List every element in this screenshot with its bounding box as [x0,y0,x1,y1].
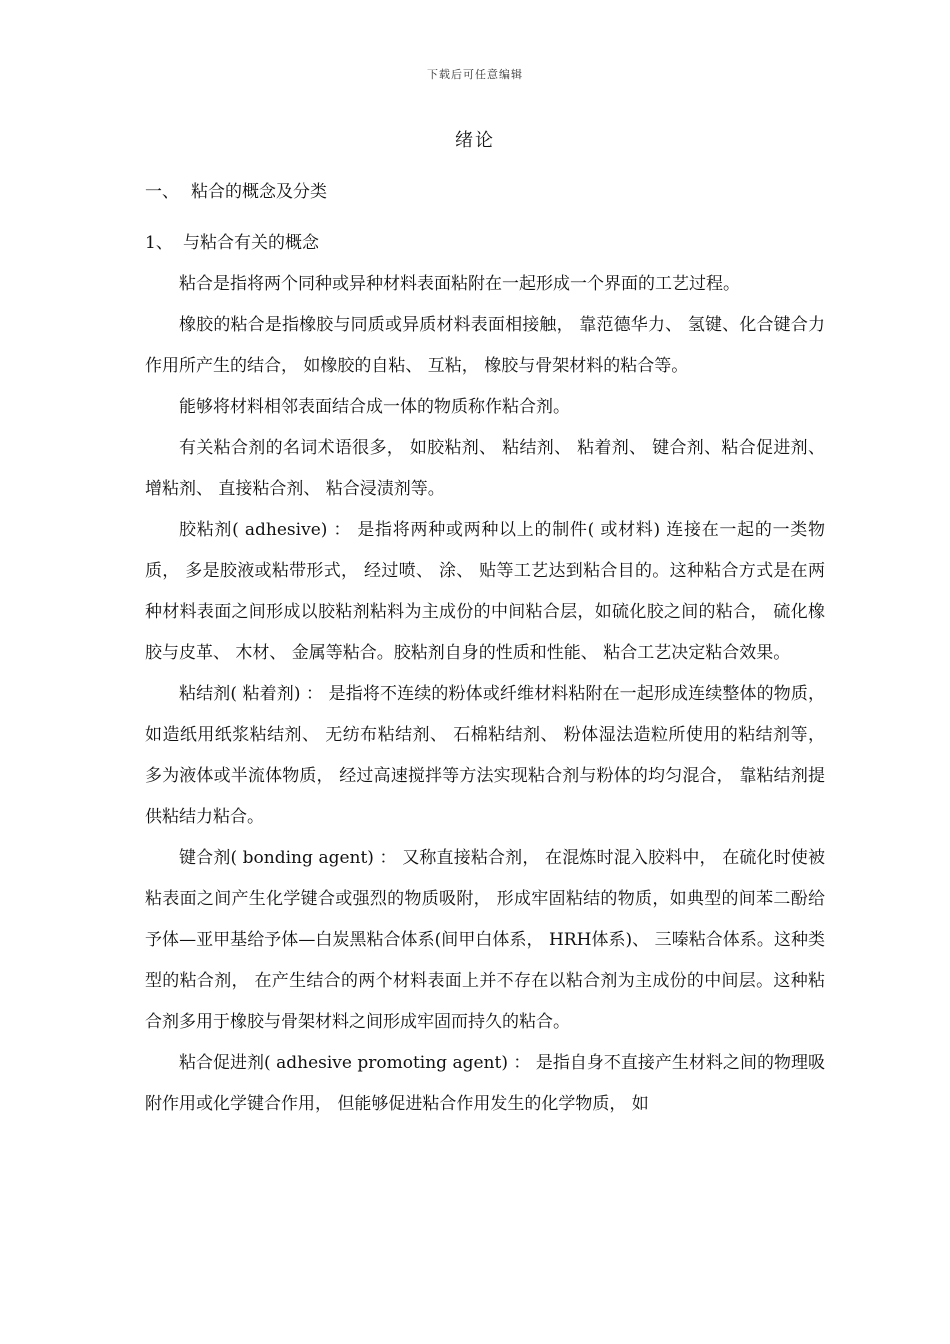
section-title: 粘合的概念及分类 [191,182,327,202]
subsection-title: 与粘合有关的概念 [183,233,319,253]
paragraph: 键合剂( bonding agent) ： 又称直接粘合剂， 在混炼时混入胶料中， 在硫化时使被粘表面之间产生化学键合或强烈的物质吸附， 形成牢固粘结的物质，如典型的间苯二酚给予体—亚甲基给予体—白炭黑粘合体系(间甲白体系， HRH体系)、 三嗪粘合体系。这种类型的粘合剂， 在产生结合的两个材料表面上并不存在以粘合剂为主成份的中间层。这种粘合剂多用于橡胶与骨架材料之间形成牢固而持久的粘合。 [145,848,825,1032]
paragraph: 有关粘合剂的名词术语很多， 如胶粘剂、 粘结剂、 粘着剂、 键合剂、粘合促进剂、 增粘剂、 直接粘合剂、 粘合浸渍剂等。 [145,438,825,499]
section-heading [145,172,825,213]
document-body [145,172,825,1125]
paragraph: 胶粘剂( adhesive) ： 是指将两种或两种以上的制件( 或材料) 连接在一起的一类物质， 多是胶液或粘带形式， 经过喷、 涂、 贴等工艺达到粘合目的。这种粘合方式是在两种材料表面之间形成以胶粘剂粘料为主成份的中间粘合层，如硫化胶之间的粘合， 硫化橡胶与皮革、 木材、 金属等粘合。胶粘剂自身的性质和性能、 粘合工艺决定粘合效果。 [145,520,825,663]
section-number: 一、 [145,182,179,202]
paragraph: 粘合促进剂( adhesive promoting agent) ： 是指自身不直接产生材料之间的物理吸附作用或化学键合作用， 但能够促进粘合作用发生的化学物质， 如 [145,1053,825,1114]
paragraph: 能够将材料相邻表面结合成一体的物质称作粘合剂。 [179,397,570,417]
document-title: 绪论 [455,130,495,151]
subsection-number: 1、 [145,233,173,253]
header-note: 下载后可任意编辑 [427,68,523,81]
paragraph: 粘合是指将两个同种或异种材料表面粘附在一起形成一个界面的工艺过程。 [179,274,740,294]
paragraph: 橡胶的粘合是指橡胶与同质或异质材料表面相接触， 靠范德华力、 氢键、化合键合力作用所产生的结合， 如橡胶的自粘、 互粘， 橡胶与骨架材料的粘合等。 [145,315,825,376]
subsection-heading [145,223,825,264]
paragraph: 粘结剂( 粘着剂) ： 是指将不连续的粉体或纤维材料粘附在一起形成连续整体的物质， 如造纸用纸浆粘结剂、 无纺布粘结剂、 石棉粘结剂、 粉体湿法造粒所使用的粘结剂等， 多为液体或半流体物质， 经过高速搅拌等方法实现粘合剂与粉体的均匀混合， 靠粘结剂提供粘结力粘合。 [145,684,825,827]
